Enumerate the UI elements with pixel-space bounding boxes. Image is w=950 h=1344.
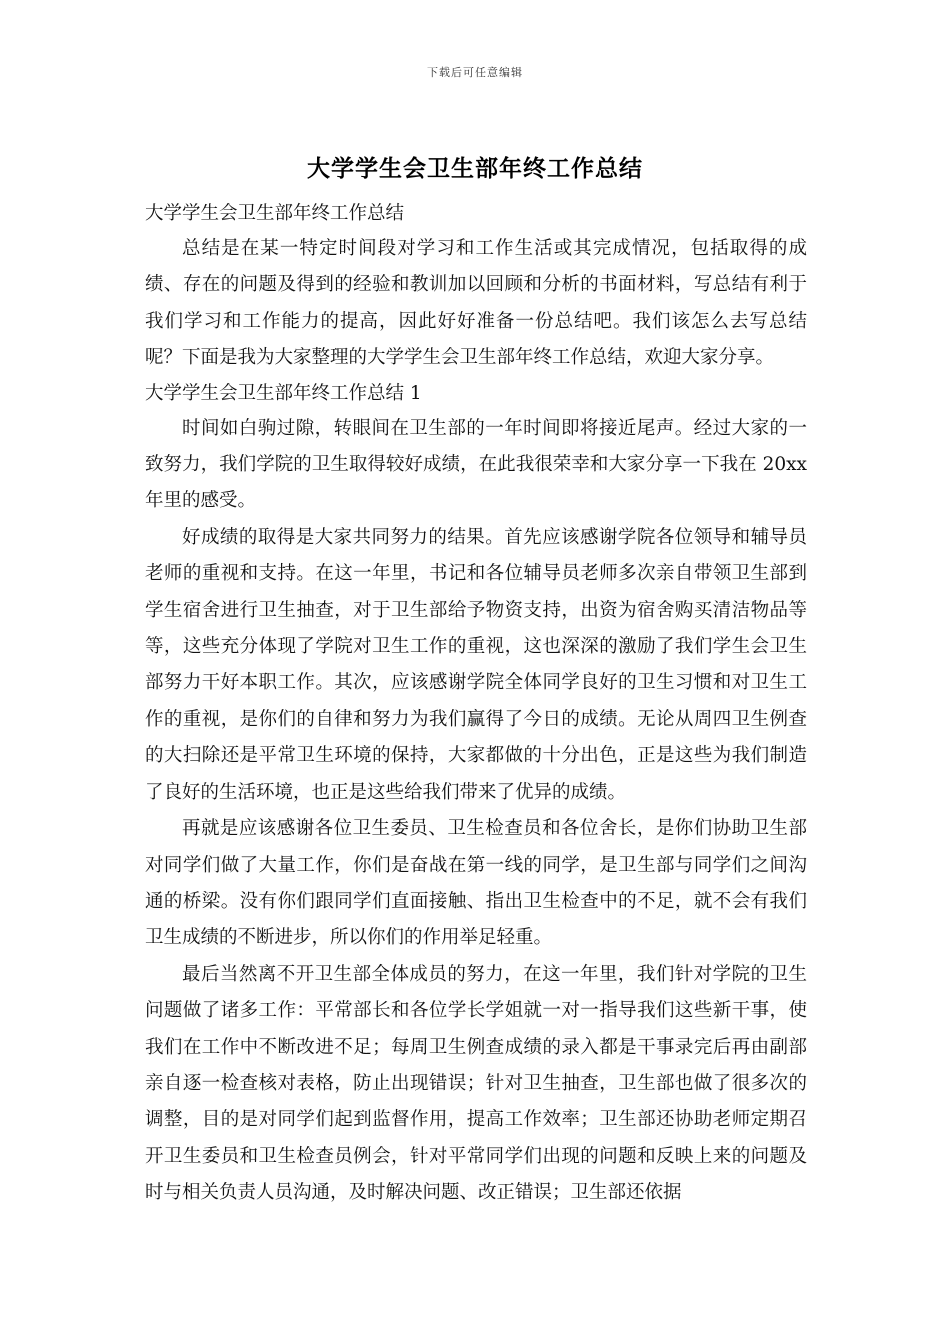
body-paragraph: 最后当然离不开卫生部全体成员的努力，在这一年里，我们针对学院的卫生问题做了诸多工作：平常部长和各位学长学姐就一对一指导我们这些新干事，使我们在工作中不断改进不足；每周卫生例查成绩的录入都是干事录完后再由副部亲自逐一检查核对表格，防止出现错误；针对卫生抽查，卫生部也做了很多次的调整，目的是对同学们起到监督作用，提高工作效率；卫生部还协助老师定期召开卫生委员和卫生检查员例会，针对平常同学们出现的问题和反映上来的问题及时与相关负责人员沟通，及时解决问题、改正错误；卫生部还依据 (145, 963, 807, 1204)
document-body (145, 197, 807, 1212)
body-paragraph: 再就是应该感谢各位卫生委员、卫生检查员和各位舍长，是你们协助卫生部对同学们做了大量工作，你们是奋战在第一线的同学，是卫生部与同学们之间沟通的桥梁。没有你们跟同学们直面接触、指出卫生检查中的不足，就不会有我们卫生成绩的不断进步，所以你们的作用举足轻重。 (145, 818, 807, 949)
page-title: 大学学生会卫生部年终工作总结 (307, 155, 643, 182)
section-heading: 大学学生会卫生部年终工作总结 1 (145, 382, 422, 404)
document-subtitle: 大学学生会卫生部年终工作总结 (145, 203, 405, 224)
intro-paragraph: 总结是在某一特定时间段对学习和工作生活或其完成情况，包括取得的成绩、存在的问题及得到的经验和教训加以回顾和分析的书面材料，写总结有利于我们学习和工作能力的提高，因此好好准备一份总结吧。我们该怎么去写总结呢？下面是我为大家整理的大学学生会卫生部年终工作总结，欢迎大家分享。 (145, 238, 807, 369)
body-paragraph: 时间如白驹过隙，转眼间在卫生部的一年时间即将接近尾声。经过大家的一致努力，我们学院的卫生取得较好成绩，在此我很荣幸和大家分享一下我在 20xx 年里的感受。 (145, 417, 807, 512)
header-note: 下载后可任意编辑 (427, 66, 523, 79)
body-paragraph: 好成绩的取得是大家共同努力的结果。首先应该感谢学院各位领导和辅导员老师的重视和支持。在这一年里，书记和各位辅导员老师多次亲自带领卫生部到学生宿舍进行卫生抽查，对于卫生部给予物资支持，出资为宿舍购买清洁物品等等，这些充分体现了学院对卫生工作的重视，这也深深的激励了我们学生会卫生部努力干好本职工作。其次，应该感谢学院全体同学良好的卫生习惯和对卫生工作的重视，是你们的自律和努力为我们赢得了今日的成绩。无论从周四卫生例查的大扫除还是平常卫生环境的保持，大家都做的十分出色，正是这些为我们制造了良好的生活环境，也正是这些给我们带来了优异的成绩。 (145, 526, 807, 803)
